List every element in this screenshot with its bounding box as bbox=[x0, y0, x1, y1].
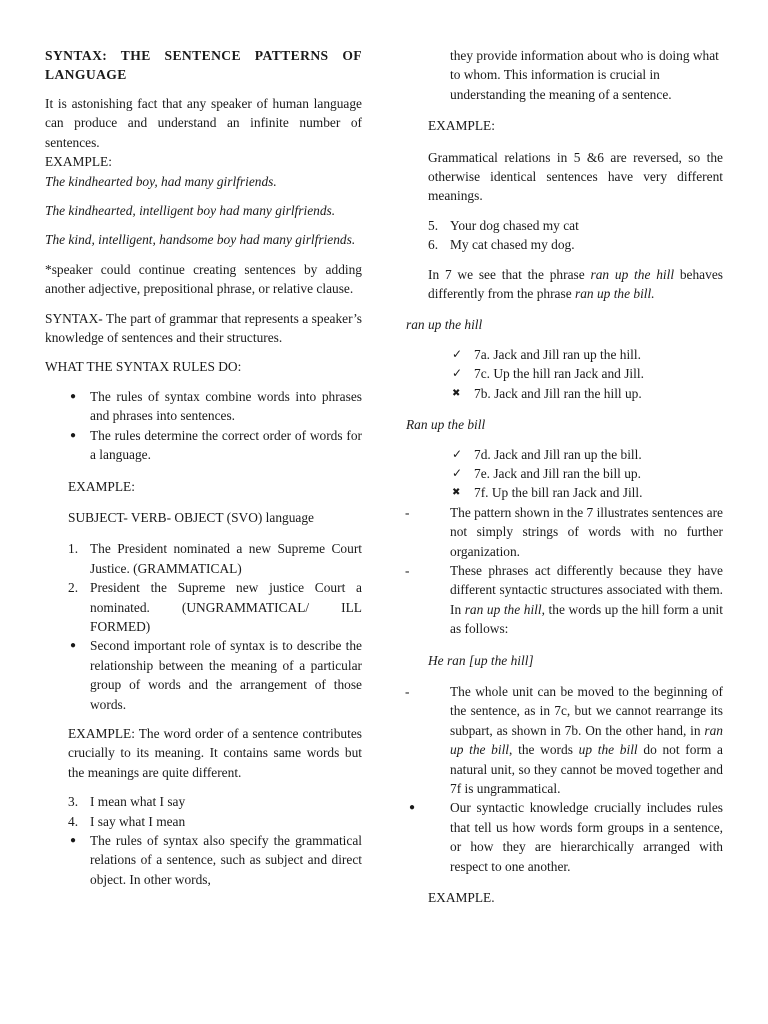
bill-section-label: Ran up the bill bbox=[406, 417, 486, 433]
list-item: 6. My cat chased my dog. bbox=[428, 237, 575, 253]
cross-icon: ✖ bbox=[452, 387, 461, 399]
left-column bbox=[45, 40, 362, 889]
check-icon: ✓ bbox=[452, 465, 463, 480]
syntax-definition: SYNTAX- The part of grammar that represents a speaker’s knowledge of sentences and their structures. bbox=[45, 310, 362, 346]
cross-icon: ✖ bbox=[452, 487, 461, 499]
bullet-icon: ● bbox=[70, 429, 77, 441]
dash-marker: - bbox=[405, 562, 410, 578]
bill-examples-list bbox=[406, 445, 723, 503]
example-sentence-1: The kindhearted boy, had many girlfriends. bbox=[45, 173, 277, 189]
example-sentence-3: The kind, intelligent, handsome boy had many girlfriends. bbox=[45, 232, 356, 248]
speaker-note: *speaker could continue creating sentences by adding another adjective, prepositional phrase, or relative clause. bbox=[45, 261, 362, 297]
dash-marker: - bbox=[405, 683, 410, 699]
bullet-icon: ● bbox=[70, 390, 77, 402]
dash-list bbox=[406, 682, 723, 876]
bullet-icon: ● bbox=[70, 835, 77, 846]
document-title: SYNTAX: THE SENTENCE PATTERNS OF LANGUAGE bbox=[45, 48, 362, 82]
phrase-comparison-paragraph: In 7 we see that the phrase ran up the hill behaves differently from the phrase ran up the bill. bbox=[428, 266, 723, 302]
example-label: EXAMPLE: bbox=[45, 154, 112, 170]
example-label: EXAMPLE. bbox=[428, 890, 495, 906]
list-item: - The whole unit can be moved to the beginning of the sentence, as in 7c, but we cannot rearrange its subpart, as shown in 7b. On the other hand, in ran up the bill, the words up the bill do not form a natural unit, so they cannot be moved together and 7f is ungrammatical. bbox=[405, 683, 723, 796]
dash-list bbox=[406, 503, 723, 639]
rules-list bbox=[45, 387, 362, 465]
list-item: ✓ 7d. Jack and Jill ran up the bill. bbox=[406, 445, 723, 464]
list-item: ✖ 7f. Up the bill ran Jack and Jill. bbox=[406, 483, 723, 502]
list-item: ● The rules of syntax also specify the grammatical relations of a sentence, such as subject and direct object. In other words, bbox=[70, 833, 362, 887]
numbered-list bbox=[45, 792, 362, 889]
list-item: 3. I mean what I say bbox=[68, 794, 186, 810]
rules-heading: WHAT THE SYNTAX RULES DO: bbox=[45, 359, 242, 375]
numbered-list bbox=[45, 539, 362, 714]
word-order-example: EXAMPLE: The word order of a sentence contributes crucially to its meaning. It contains same words but the meanings are quite different. bbox=[68, 725, 362, 780]
intro-paragraph: It is astonishing fact that any speaker of human language can produce and understand an infinite number of sentences. bbox=[45, 96, 362, 150]
right-column bbox=[406, 46, 723, 907]
continued-paragraph: they provide information about who is doing what to whom. This information is crucial in understanding the meaning of a sentence. bbox=[450, 48, 719, 102]
list-item: 5. Your dog chased my cat bbox=[428, 217, 579, 233]
example-label: EXAMPLE: bbox=[428, 118, 495, 134]
list-item: - The pattern shown in the 7 illustrates sentences are not simply strings of words with no further organization. bbox=[405, 504, 723, 559]
numbered-list bbox=[406, 216, 723, 255]
example-label: EXAMPLE: bbox=[68, 478, 135, 494]
list-item: ✓ 7c. Up the hill ran Jack and Jill. bbox=[406, 364, 723, 383]
check-icon: ✓ bbox=[452, 366, 463, 381]
example-sentence-2: The kindhearted, intelligent boy had many girlfriends. bbox=[45, 203, 336, 219]
bullet-icon: ● bbox=[409, 802, 416, 814]
list-item: ✓ 7e. Jack and Jill ran the bill up. bbox=[406, 464, 723, 483]
bullet-icon: ● bbox=[70, 640, 77, 652]
list-item: ● Second important role of syntax is to describe the relationship between the meaning of a particular group of words and the arrangement of those words. bbox=[70, 638, 362, 712]
relations-paragraph: Grammatical relations in 5 &6 are reversed, so the otherwise identical sentences have very different meanings. bbox=[428, 149, 723, 204]
list-item: ● Our syntactic knowledge crucially includes rules that tell us how words form groups in a sentence, or how they are hierarchically arranged with respect to one another. bbox=[409, 800, 723, 874]
list-item: 4. I say what I mean bbox=[68, 813, 186, 829]
list-item: - These phrases act differently because they have different syntactic structures associated with them. In ran up the hill, the words up the hill form a unit as follows: bbox=[405, 562, 723, 637]
list-item: ● The rules determine the correct order of words for a language. bbox=[70, 427, 362, 463]
list-item: ✖ 7b. Jack and Jill ran the hill up. bbox=[406, 384, 723, 403]
bracketed-example: He ran [up the hill] bbox=[428, 652, 534, 668]
check-icon: ✓ bbox=[452, 446, 463, 461]
list-item: ● The rules of syntax combine words into phrases and phrases into sentences. bbox=[70, 388, 362, 424]
dash-marker: - bbox=[405, 504, 410, 520]
check-icon: ✓ bbox=[452, 346, 463, 361]
hill-examples-list bbox=[406, 345, 723, 403]
svo-heading: SUBJECT- VERB- OBJECT (SVO) language bbox=[68, 509, 314, 525]
list-item: 2. President the Supreme new justice Court a nominated. (UNGRAMMATICAL/ ILL FORMED) bbox=[68, 580, 362, 634]
list-item: ✓ 7a. Jack and Jill ran up the hill. bbox=[406, 345, 723, 364]
hill-section-label: ran up the hill bbox=[406, 317, 483, 333]
list-item: 1. The President nominated a new Supreme Court Justice. (GRAMMATICAL) bbox=[68, 541, 362, 576]
